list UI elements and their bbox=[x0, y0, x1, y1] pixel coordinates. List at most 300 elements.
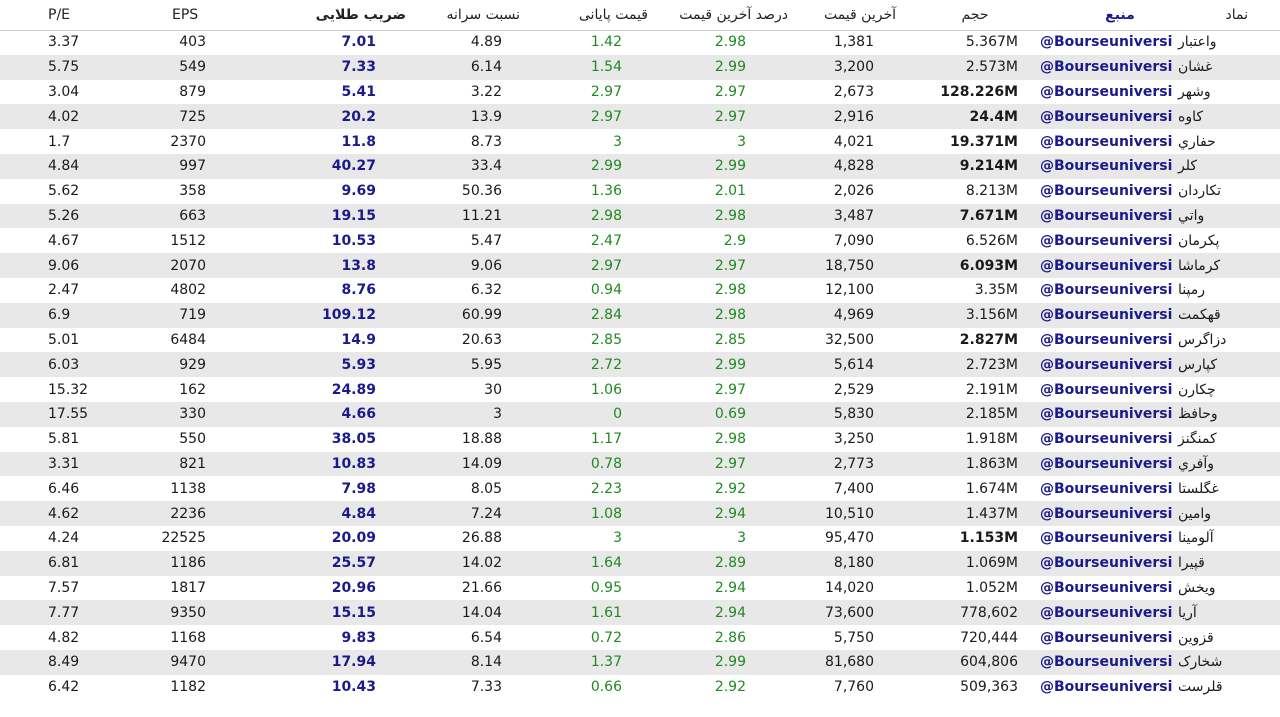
cell-eps: 403 bbox=[179, 34, 206, 51]
cell-per-capita-ratio: 5.95 bbox=[470, 356, 502, 373]
cell-source[interactable]: @Bourseuniversi bbox=[1040, 83, 1173, 100]
table-row[interactable] bbox=[0, 129, 1280, 154]
cell-source[interactable]: @Bourseuniversi bbox=[1040, 579, 1173, 596]
cell-pe: 5.75 bbox=[48, 59, 80, 76]
cell-pe: 4.62 bbox=[48, 505, 80, 522]
table-row[interactable] bbox=[0, 104, 1280, 129]
cell-final-price: 3 bbox=[613, 133, 622, 150]
cell-source[interactable]: @Bourseuniversi bbox=[1040, 356, 1173, 373]
table-row[interactable] bbox=[0, 452, 1280, 477]
cell-per-capita-ratio: 33.4 bbox=[470, 158, 502, 175]
cell-symbol: واعتبار bbox=[1178, 34, 1217, 51]
cell-final-price: 2.97 bbox=[590, 83, 622, 100]
cell-golden-ratio: 13.8 bbox=[341, 257, 376, 274]
cell-last-price: 3,487 bbox=[833, 207, 874, 224]
cell-volume: 1.153M bbox=[959, 530, 1018, 547]
cell-last-price-percent: 2.86 bbox=[714, 629, 746, 646]
cell-source[interactable]: @Bourseuniversi bbox=[1040, 59, 1173, 76]
cell-volume: 1.863M bbox=[965, 455, 1018, 472]
cell-per-capita-ratio: 6.14 bbox=[470, 59, 502, 76]
cell-pe: 4.82 bbox=[48, 629, 80, 646]
cell-golden-ratio: 20.2 bbox=[341, 108, 376, 125]
cell-symbol: پکرمان bbox=[1178, 232, 1220, 249]
cell-final-price: 1.37 bbox=[590, 654, 622, 671]
cell-golden-ratio: 25.57 bbox=[331, 555, 376, 572]
table-row[interactable] bbox=[0, 600, 1280, 625]
cell-source[interactable]: @Bourseuniversi bbox=[1040, 555, 1173, 572]
cell-symbol: دزاگرس bbox=[1178, 331, 1227, 348]
cell-last-price-percent: 2.97 bbox=[714, 381, 746, 398]
cell-eps: 6484 bbox=[170, 331, 206, 348]
cell-volume: 6.526M bbox=[965, 232, 1018, 249]
cell-per-capita-ratio: 7.33 bbox=[470, 679, 502, 696]
cell-final-price: 1.17 bbox=[590, 431, 622, 448]
cell-last-price-percent: 2.98 bbox=[714, 307, 746, 324]
cell-final-price: 1.36 bbox=[590, 183, 622, 200]
cell-pe: 3.37 bbox=[48, 34, 80, 51]
table-row[interactable] bbox=[0, 650, 1280, 675]
cell-pe: 8.49 bbox=[48, 654, 80, 671]
table-row[interactable] bbox=[0, 278, 1280, 303]
cell-symbol: آريا bbox=[1178, 604, 1197, 621]
cell-last-price-percent: 2.92 bbox=[714, 679, 746, 696]
cell-symbol: شخارک bbox=[1178, 654, 1223, 671]
table-row[interactable] bbox=[0, 402, 1280, 427]
cell-pe: 5.81 bbox=[48, 431, 80, 448]
cell-last-price: 7,760 bbox=[833, 679, 874, 696]
cell-volume: 9.214M bbox=[959, 158, 1018, 175]
table-row[interactable] bbox=[0, 352, 1280, 377]
cell-golden-ratio: 24.89 bbox=[331, 381, 376, 398]
cell-golden-ratio: 109.12 bbox=[321, 307, 376, 324]
cell-last-price: 5,750 bbox=[833, 629, 874, 646]
cell-pe: 2.47 bbox=[48, 282, 80, 299]
cell-volume: 2.573M bbox=[965, 59, 1018, 76]
cell-last-price-percent: 2.98 bbox=[714, 207, 746, 224]
table-row[interactable] bbox=[0, 377, 1280, 402]
cell-source[interactable]: @Bourseuniversi bbox=[1040, 257, 1173, 274]
cell-source[interactable]: @Bourseuniversi bbox=[1040, 505, 1173, 522]
table-row[interactable] bbox=[0, 80, 1280, 105]
cell-last-price-percent: 3 bbox=[737, 530, 746, 547]
cell-volume: 6.093M bbox=[959, 257, 1018, 274]
cell-symbol: قلرست bbox=[1178, 679, 1223, 696]
cell-eps: 929 bbox=[179, 356, 206, 373]
header-pe[interactable]: P/E bbox=[48, 7, 71, 23]
header-volume[interactable]: حجم bbox=[961, 7, 989, 23]
cell-per-capita-ratio: 8.14 bbox=[470, 654, 502, 671]
cell-source[interactable]: @Bourseuniversi bbox=[1040, 331, 1173, 348]
cell-final-price: 2.98 bbox=[590, 207, 622, 224]
cell-volume: 19.371M bbox=[950, 133, 1018, 150]
cell-golden-ratio: 40.27 bbox=[331, 158, 376, 175]
cell-source[interactable]: @Bourseuniversi bbox=[1040, 480, 1173, 497]
cell-per-capita-ratio: 5.47 bbox=[470, 232, 502, 249]
cell-source[interactable]: @Bourseuniversi bbox=[1040, 232, 1173, 249]
cell-golden-ratio: 4.66 bbox=[341, 406, 376, 423]
cell-pe: 3.04 bbox=[48, 83, 80, 100]
cell-last-price: 81,680 bbox=[825, 654, 874, 671]
cell-volume: 2.827M bbox=[959, 331, 1018, 348]
cell-per-capita-ratio: 4.89 bbox=[470, 34, 502, 51]
cell-source[interactable]: @Bourseuniversi bbox=[1040, 679, 1173, 696]
cell-symbol: واتي bbox=[1178, 207, 1205, 224]
cell-per-capita-ratio: 26.88 bbox=[461, 530, 502, 547]
cell-eps: 9470 bbox=[170, 654, 206, 671]
cell-final-price: 0.66 bbox=[590, 679, 622, 696]
cell-last-price-percent: 2.99 bbox=[714, 356, 746, 373]
cell-final-price: 2.85 bbox=[590, 331, 622, 348]
cell-eps: 2370 bbox=[170, 133, 206, 150]
cell-source[interactable]: @Bourseuniversi bbox=[1040, 307, 1173, 324]
table-row[interactable] bbox=[0, 179, 1280, 204]
cell-pe: 4.84 bbox=[48, 158, 80, 175]
cell-source[interactable]: @Bourseuniversi bbox=[1040, 108, 1173, 125]
cell-volume: 1.069M bbox=[965, 555, 1018, 572]
cell-golden-ratio: 14.9 bbox=[341, 331, 376, 348]
cell-source[interactable]: @Bourseuniversi bbox=[1040, 530, 1173, 547]
cell-eps: 725 bbox=[179, 108, 206, 125]
header-final-price[interactable]: قیمت پایانی bbox=[578, 7, 648, 23]
cell-eps: 1168 bbox=[170, 629, 206, 646]
cell-per-capita-ratio: 6.32 bbox=[470, 282, 502, 299]
table-row[interactable] bbox=[0, 228, 1280, 253]
cell-golden-ratio: 20.96 bbox=[331, 579, 376, 596]
cell-symbol: قهکمت bbox=[1178, 307, 1221, 324]
cell-pe: 6.9 bbox=[48, 307, 71, 324]
cell-golden-ratio: 11.8 bbox=[341, 133, 376, 150]
table-row[interactable] bbox=[0, 427, 1280, 452]
cell-last-price: 1,381 bbox=[833, 34, 874, 51]
cell-eps: 719 bbox=[179, 307, 206, 324]
cell-symbol: غشان bbox=[1178, 59, 1213, 76]
header-eps[interactable]: EPS bbox=[172, 7, 199, 23]
cell-symbol: چکارن bbox=[1178, 381, 1216, 398]
cell-last-price-percent: 2.01 bbox=[714, 183, 746, 200]
cell-last-price: 32,500 bbox=[825, 331, 874, 348]
table-row[interactable] bbox=[0, 675, 1280, 700]
cell-symbol: کرماشا bbox=[1178, 257, 1221, 274]
cell-final-price: 2.23 bbox=[590, 480, 622, 497]
cell-eps: 997 bbox=[179, 158, 206, 175]
cell-final-price: 0.94 bbox=[590, 282, 622, 299]
cell-volume: 2.185M bbox=[965, 406, 1018, 423]
cell-symbol: وامين bbox=[1178, 505, 1212, 522]
cell-final-price: 0 bbox=[613, 406, 622, 423]
cell-last-price-percent: 2.85 bbox=[714, 331, 746, 348]
cell-volume: 2.723M bbox=[965, 356, 1018, 373]
header-per-capita-ratio[interactable]: نسبت سرانه bbox=[446, 7, 520, 23]
cell-pe: 9.06 bbox=[48, 257, 80, 274]
header-last-price[interactable]: آخرین قیمت bbox=[823, 7, 896, 23]
header-golden-ratio[interactable]: ضریب طلایی bbox=[315, 7, 406, 23]
cell-symbol: کمنگنز bbox=[1178, 431, 1217, 448]
cell-final-price: 2.84 bbox=[590, 307, 622, 324]
cell-source[interactable]: @Bourseuniversi bbox=[1040, 183, 1173, 200]
table-row[interactable] bbox=[0, 625, 1280, 650]
cell-eps: 821 bbox=[179, 455, 206, 472]
cell-eps: 1512 bbox=[170, 232, 206, 249]
cell-per-capita-ratio: 11.21 bbox=[461, 207, 502, 224]
cell-final-price: 2.47 bbox=[590, 232, 622, 249]
cell-last-price-percent: 2.99 bbox=[714, 59, 746, 76]
cell-final-price: 1.06 bbox=[590, 381, 622, 398]
cell-per-capita-ratio: 21.66 bbox=[461, 579, 502, 596]
cell-last-price: 73,600 bbox=[825, 604, 874, 621]
cell-eps: 330 bbox=[179, 406, 206, 423]
cell-symbol: غگلستا bbox=[1178, 480, 1219, 497]
cell-golden-ratio: 5.41 bbox=[341, 83, 376, 100]
cell-golden-ratio: 9.83 bbox=[341, 629, 376, 646]
cell-golden-ratio: 5.93 bbox=[341, 356, 376, 373]
cell-source[interactable]: @Bourseuniversi bbox=[1040, 455, 1173, 472]
table-row[interactable] bbox=[0, 526, 1280, 551]
cell-per-capita-ratio: 8.73 bbox=[470, 133, 502, 150]
cell-last-price-percent: 0.69 bbox=[714, 406, 746, 423]
cell-symbol: کاوه bbox=[1178, 108, 1204, 125]
cell-symbol: قپيرا bbox=[1178, 555, 1205, 572]
cell-symbol: وشهر bbox=[1178, 83, 1211, 100]
cell-last-price: 7,400 bbox=[833, 480, 874, 497]
cell-last-price: 7,090 bbox=[833, 232, 874, 249]
cell-last-price: 2,026 bbox=[833, 183, 874, 200]
header-last-price-percent[interactable]: درصد آخرین قیمت bbox=[679, 7, 788, 23]
cell-eps: 1186 bbox=[170, 555, 206, 572]
cell-pe: 6.81 bbox=[48, 555, 80, 572]
cell-final-price: 2.97 bbox=[590, 108, 622, 125]
cell-last-price-percent: 2.97 bbox=[714, 257, 746, 274]
cell-volume: 604,806 bbox=[960, 654, 1018, 671]
cell-per-capita-ratio: 50.36 bbox=[461, 183, 502, 200]
cell-pe: 5.62 bbox=[48, 183, 80, 200]
cell-symbol: وحافظ bbox=[1178, 406, 1218, 423]
cell-source[interactable]: @Bourseuniversi bbox=[1040, 158, 1173, 175]
cell-symbol: تکاردان bbox=[1178, 183, 1222, 200]
cell-eps: 162 bbox=[179, 381, 206, 398]
cell-final-price: 3 bbox=[613, 530, 622, 547]
cell-final-price: 1.54 bbox=[590, 59, 622, 76]
cell-volume: 5.367M bbox=[965, 34, 1018, 51]
table-row[interactable] bbox=[0, 328, 1280, 353]
cell-final-price: 2.97 bbox=[590, 257, 622, 274]
cell-golden-ratio: 7.33 bbox=[341, 59, 376, 76]
cell-last-price-percent: 2.92 bbox=[714, 480, 746, 497]
cell-per-capita-ratio: 14.04 bbox=[461, 604, 502, 621]
cell-eps: 1182 bbox=[170, 679, 206, 696]
table-row[interactable] bbox=[0, 204, 1280, 229]
cell-last-price-percent: 2.89 bbox=[714, 555, 746, 572]
cell-last-price: 4,969 bbox=[833, 307, 874, 324]
cell-last-price: 2,529 bbox=[833, 381, 874, 398]
cell-last-price-percent: 2.97 bbox=[714, 455, 746, 472]
table-row[interactable] bbox=[0, 551, 1280, 576]
cell-eps: 358 bbox=[179, 183, 206, 200]
cell-last-price: 3,250 bbox=[833, 431, 874, 448]
cell-pe: 5.26 bbox=[48, 207, 80, 224]
cell-source[interactable]: @Bourseuniversi bbox=[1040, 133, 1173, 150]
cell-last-price: 5,830 bbox=[833, 406, 874, 423]
cell-symbol: رمپنا bbox=[1178, 282, 1205, 299]
cell-source[interactable]: @Bourseuniversi bbox=[1040, 406, 1173, 423]
table-row[interactable] bbox=[0, 154, 1280, 179]
cell-per-capita-ratio: 13.9 bbox=[470, 108, 502, 125]
cell-volume: 720,444 bbox=[960, 629, 1018, 646]
cell-final-price: 2.72 bbox=[590, 356, 622, 373]
table-row[interactable] bbox=[0, 30, 1280, 55]
header-symbol[interactable]: نماد bbox=[1225, 7, 1248, 23]
cell-symbol: قزوين bbox=[1178, 629, 1214, 646]
cell-pe: 7.77 bbox=[48, 604, 80, 621]
cell-pe: 4.67 bbox=[48, 232, 80, 249]
cell-eps: 9350 bbox=[170, 604, 206, 621]
cell-per-capita-ratio: 3.22 bbox=[470, 83, 502, 100]
cell-last-price: 5,614 bbox=[833, 356, 874, 373]
cell-pe: 6.42 bbox=[48, 679, 80, 696]
cell-last-price: 8,180 bbox=[833, 555, 874, 572]
cell-source[interactable]: @Bourseuniversi bbox=[1040, 431, 1173, 448]
table-row[interactable] bbox=[0, 303, 1280, 328]
cell-last-price-percent: 2.98 bbox=[714, 431, 746, 448]
cell-last-price: 14,020 bbox=[825, 579, 874, 596]
cell-eps: 2070 bbox=[170, 257, 206, 274]
cell-source[interactable]: @Bourseuniversi bbox=[1040, 604, 1173, 621]
cell-pe: 17.55 bbox=[48, 406, 89, 423]
cell-golden-ratio: 4.84 bbox=[341, 505, 376, 522]
cell-last-price: 4,828 bbox=[833, 158, 874, 175]
cell-last-price: 3,200 bbox=[833, 59, 874, 76]
cell-golden-ratio: 7.01 bbox=[341, 34, 376, 51]
cell-symbol: حفاري bbox=[1178, 133, 1216, 150]
cell-volume: 3.156M bbox=[965, 307, 1018, 324]
cell-volume: 24.4M bbox=[969, 108, 1018, 125]
table-row[interactable] bbox=[0, 55, 1280, 80]
cell-per-capita-ratio: 14.02 bbox=[461, 555, 502, 572]
cell-volume: 1.052M bbox=[965, 579, 1018, 596]
cell-symbol: آلومينا bbox=[1178, 530, 1214, 547]
cell-last-price-percent: 2.94 bbox=[714, 505, 746, 522]
cell-final-price: 1.61 bbox=[590, 604, 622, 621]
cell-eps: 4802 bbox=[170, 282, 206, 299]
cell-pe: 4.24 bbox=[48, 530, 80, 547]
cell-symbol: کپارس bbox=[1178, 356, 1218, 373]
cell-eps: 2236 bbox=[170, 505, 206, 522]
cell-last-price-percent: 2.9 bbox=[723, 232, 746, 249]
cell-last-price-percent: 2.98 bbox=[714, 282, 746, 299]
cell-volume: 7.671M bbox=[959, 207, 1018, 224]
cell-per-capita-ratio: 7.24 bbox=[470, 505, 502, 522]
cell-eps: 663 bbox=[179, 207, 206, 224]
cell-last-price: 10,510 bbox=[825, 505, 874, 522]
cell-golden-ratio: 9.69 bbox=[341, 183, 376, 200]
cell-volume: 778,602 bbox=[960, 604, 1018, 621]
cell-pe: 6.03 bbox=[48, 356, 80, 373]
cell-pe: 6.46 bbox=[48, 480, 80, 497]
cell-volume: 3.35M bbox=[974, 282, 1018, 299]
cell-source[interactable]: @Bourseuniversi bbox=[1040, 207, 1173, 224]
cell-volume: 1.918M bbox=[965, 431, 1018, 448]
cell-eps: 550 bbox=[179, 431, 206, 448]
cell-per-capita-ratio: 3 bbox=[493, 406, 502, 423]
table-header bbox=[0, 0, 1280, 31]
cell-volume: 2.191M bbox=[965, 381, 1018, 398]
cell-final-price: 2.99 bbox=[590, 158, 622, 175]
cell-eps: 22525 bbox=[161, 530, 206, 547]
cell-volume: 509,363 bbox=[960, 679, 1018, 696]
cell-golden-ratio: 8.76 bbox=[341, 282, 376, 299]
cell-symbol: کلر bbox=[1178, 158, 1198, 175]
cell-last-price-percent: 2.99 bbox=[714, 654, 746, 671]
cell-golden-ratio: 17.94 bbox=[331, 654, 376, 671]
cell-source[interactable]: @Bourseuniversi bbox=[1040, 654, 1173, 671]
cell-last-price-percent: 2.99 bbox=[714, 158, 746, 175]
header-source[interactable]: منبع bbox=[1105, 7, 1135, 23]
cell-per-capita-ratio: 60.99 bbox=[461, 307, 502, 324]
cell-volume: 1.674M bbox=[965, 480, 1018, 497]
cell-symbol: وآفري bbox=[1178, 455, 1215, 472]
cell-final-price: 0.72 bbox=[590, 629, 622, 646]
cell-last-price-percent: 2.94 bbox=[714, 604, 746, 621]
cell-per-capita-ratio: 18.88 bbox=[461, 431, 502, 448]
cell-per-capita-ratio: 30 bbox=[484, 381, 502, 398]
cell-golden-ratio: 10.83 bbox=[331, 455, 376, 472]
cell-final-price: 1.42 bbox=[590, 34, 622, 51]
cell-pe: 3.31 bbox=[48, 455, 80, 472]
cell-last-price-percent: 2.97 bbox=[714, 83, 746, 100]
cell-eps: 1138 bbox=[170, 480, 206, 497]
cell-last-price: 2,773 bbox=[833, 455, 874, 472]
cell-pe: 4.02 bbox=[48, 108, 80, 125]
cell-golden-ratio: 7.98 bbox=[341, 480, 376, 497]
table-row[interactable] bbox=[0, 476, 1280, 501]
cell-golden-ratio: 10.53 bbox=[331, 232, 376, 249]
cell-final-price: 0.78 bbox=[590, 455, 622, 472]
cell-per-capita-ratio: 9.06 bbox=[470, 257, 502, 274]
cell-last-price-percent: 2.98 bbox=[714, 34, 746, 51]
table-row[interactable] bbox=[0, 576, 1280, 601]
cell-volume: 8.213M bbox=[965, 183, 1018, 200]
cell-last-price: 95,470 bbox=[825, 530, 874, 547]
cell-volume: 128.226M bbox=[940, 83, 1018, 100]
cell-source[interactable]: @Bourseuniversi bbox=[1040, 34, 1173, 51]
cell-pe: 15.32 bbox=[48, 381, 89, 398]
cell-pe: 5.01 bbox=[48, 331, 80, 348]
cell-golden-ratio: 15.15 bbox=[331, 604, 376, 621]
table-row[interactable] bbox=[0, 253, 1280, 278]
cell-per-capita-ratio: 6.54 bbox=[470, 629, 502, 646]
cell-final-price: 1.08 bbox=[590, 505, 622, 522]
cell-golden-ratio: 19.15 bbox=[331, 207, 376, 224]
table-body bbox=[0, 30, 1280, 700]
cell-per-capita-ratio: 20.63 bbox=[461, 331, 502, 348]
cell-source[interactable]: @Bourseuniversi bbox=[1040, 381, 1173, 398]
cell-source[interactable]: @Bourseuniversi bbox=[1040, 282, 1173, 299]
cell-eps: 879 bbox=[179, 83, 206, 100]
cell-golden-ratio: 10.43 bbox=[331, 679, 376, 696]
cell-last-price-percent: 3 bbox=[737, 133, 746, 150]
cell-source[interactable]: @Bourseuniversi bbox=[1040, 629, 1173, 646]
cell-pe: 7.57 bbox=[48, 579, 80, 596]
cell-last-price: 2,916 bbox=[833, 108, 874, 125]
cell-per-capita-ratio: 8.05 bbox=[470, 480, 502, 497]
cell-symbol: ويخش bbox=[1178, 579, 1216, 596]
cell-pe: 1.7 bbox=[48, 133, 71, 150]
cell-last-price: 4,021 bbox=[833, 133, 874, 150]
cell-eps: 1817 bbox=[170, 579, 206, 596]
cell-last-price: 18,750 bbox=[825, 257, 874, 274]
cell-volume: 1.437M bbox=[965, 505, 1018, 522]
cell-eps: 549 bbox=[179, 59, 206, 76]
table-row[interactable] bbox=[0, 501, 1280, 526]
